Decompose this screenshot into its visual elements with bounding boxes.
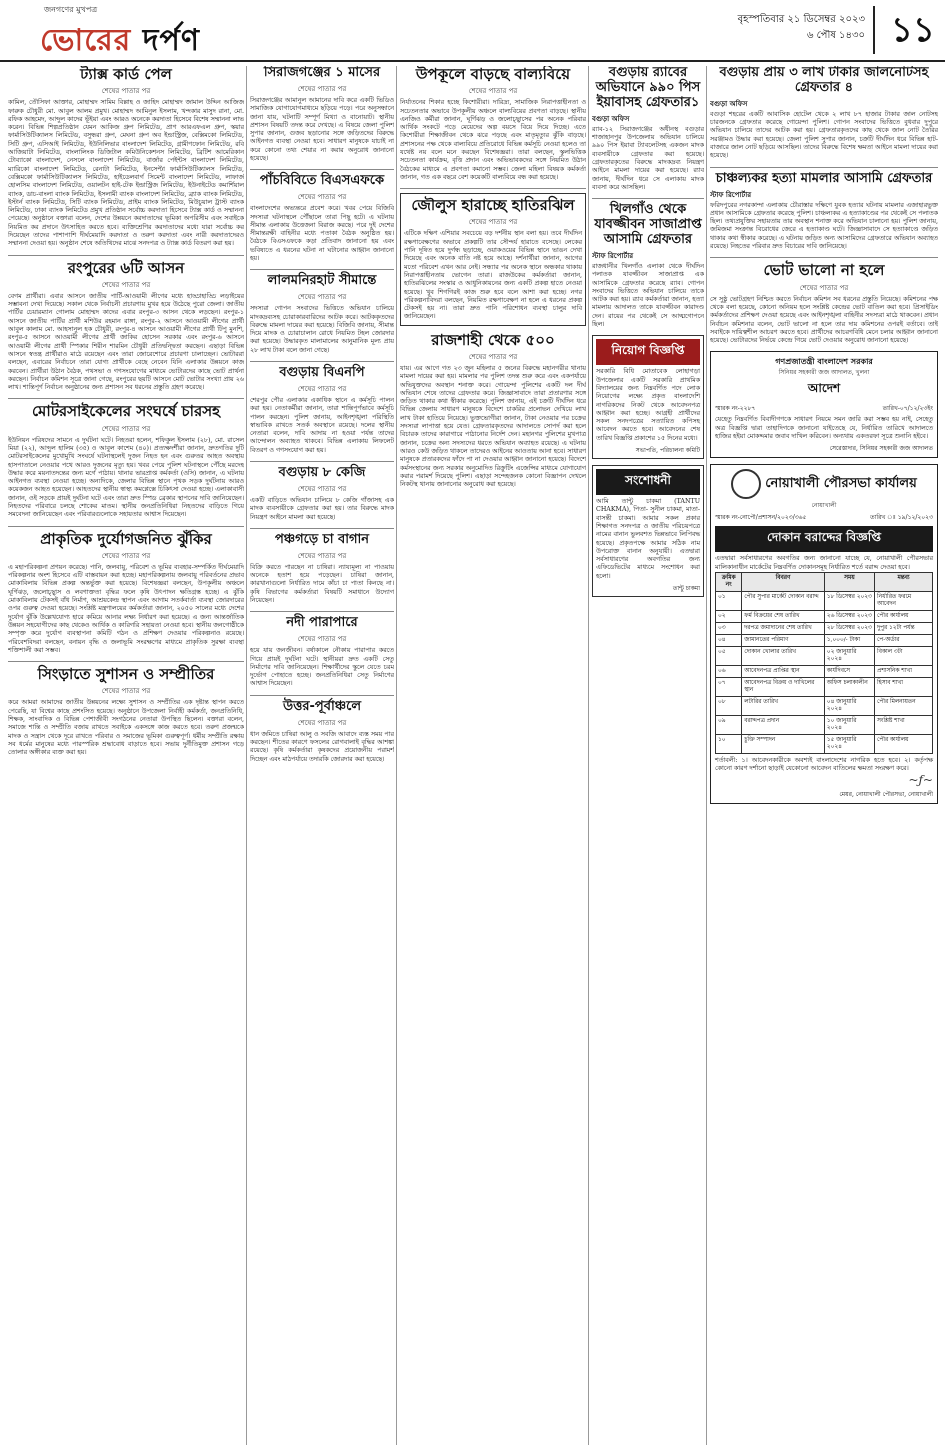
divider [8,398,244,399]
story-headline: চাঞ্চল্যকর হত্যা মামলার আসামি গ্রেফতার [715,170,933,186]
column-3 [400,66,586,1445]
table-cell: ১০ [716,734,742,753]
story-headline: খিলগাঁও থেকে যাবজ্জীবন সাজাপ্রাপ্ত আসামি গ্রেফতার [594,202,702,248]
table-row [716,610,933,622]
table-cell: চুক্তি সম্পাদন [742,734,825,753]
table-cell: ০৭ [716,677,742,696]
notice-body: আমি তান্টু চাকমা (TANTU CHAKMA), পিতা- সুনীল চাকমা, মাতা- বাসন্তী চাকমা। আমার সকল প্রকার শিক্ষাগত সনদপত্র ও জাতীয় পরিচয়পত্রে নামের বানান ভুলবশত ভিন্নভাবে লিপিবদ্ধ হয়েছে। প্রকৃতপক্ষে আমার সঠিক নাম উপরোক্ত বানান অনুযায়ী। এতদ্বারা সর্বসাধারণের অবগতির জন্য এফিডেভিটের মাধ্যমে সংশোধন করা হলো। [596,498,700,580]
story-body: শেরপুর পৌর এলাকার একাধিক স্থানে এ কর্মসূচি পালন করা হয়। নেতাকর্মীরা জানান, তারা শান্তিপূর্ণভাবে কর্মসূচি পালন করছেন। পুলিশ জানায়, আইনশৃঙ্খলা পরিস্থিতি স্বাভাবিক রাখতে সতর্ক অবস্থানে রয়েছে। দলের স্থানীয় নেতারা বলেন, দাবি আদায় না হওয়া পর্যন্ত তাদের আন্দোলন অব্যাহত থাকবে। বিভিন্ন এলাকায় লিফলেট বিতরণ ও গণসংযোগ করা হয়। [250,396,394,454]
table-cell: ২৮ ডিসেম্বর ২০২৩ [824,622,874,634]
continued-label: শেষের পাতার পর [468,218,518,227]
table-header: বিবরণ [742,572,825,591]
notice-signature: সভাপতি, পরিচালনা কমিটি [635,447,700,455]
newspaper-logo [14,4,274,60]
table-header: ক্রমিক নং [716,572,742,591]
continued-label: শেষের পাতার পর [297,84,347,93]
masthead [0,0,945,62]
story-rangpur-seats [8,260,244,393]
divider [250,461,394,462]
column-2 [250,66,394,1445]
notice-title: আদেশ [807,381,841,396]
divider [710,257,938,258]
court-order-notice [710,351,938,458]
table-row [716,696,933,715]
story-body: হয়ে যায় জনজীবন। বর্ষাকালে নৌকায় পারাপার করতে গিয়ে প্রায়ই দুর্ঘটনা ঘটে। স্থানীয়রা দ্রুত একটি সেতু নির্মাণের দাবি জানিয়েছেন। শিক্ষার্থীদের স্কুলে যেতে চরম দুর্ভোগ পোহাতে হচ্ছে। জনপ্রতিনিধিরা সেতু নির্মাণের আশ্বাস দিয়েছেন। [250,647,394,688]
story-body: বগুড়া শহরের একটি আবাসিক হোটেল থেকে ২ লাখ ৮৭ হাজার টাকার জাল নোটসহ চারজনকে গ্রেফতার করেছে গোয়েন্দা পুলিশ। গোপন সংবাদের ভিত্তিতে বুধবার দুপুরে অভিযান চালিয়ে তাদের আটক করা হয়। গ্রেফতারকৃতদের কাছ থেকে জাল নোট তৈরির সরঞ্জামও উদ্ধার করা হয়েছে। জেলা পুলিশ সুপার জানান, চক্রটি দীর্ঘদিন ধরে বিভিন্ন হাট-বাজারে জাল নোট ছড়িয়ে আসছিল। তাদের বিরুদ্ধে বিশেষ ক্ষমতা আইনে মামলা দায়ের করা হয়েছে। [710,110,938,160]
table-row [716,734,933,753]
story-byline: বগুড়া অফিস [592,114,630,123]
table-cell: বরাদ্দপত্র প্রদান [742,715,825,734]
story-byline: স্টাফ রিপোর্টার [592,252,634,260]
table-row [716,677,933,696]
table-header: মন্তব্য [875,572,933,591]
table-cell: ১০ জানুয়ারি ২০২৪ [824,715,874,734]
divider [592,198,704,199]
continued-label: শেষের পাতার পর [101,424,151,433]
page-number: ১১ [873,6,935,54]
story-body: র‌্যাব-১২ সিরাজগঞ্জের অধীনস্থ বগুড়ার শাজাহানপুর উপজেলায় অভিযান চালিয়ে ৯৯০ পিস ইয়াবা ট্যাবলেটসহ একজন মাদক ব্যবসায়ীকে গ্রেফতার করা হয়েছে। গ্রেফতারকৃতের বিরুদ্ধে মাদকদ্রব্য নিয়ন্ত্রণ আইনে মামলা দায়ের করা হয়েছে। র‌্যাব জানায়, দীর্ঘদিন ধরে সে এলাকায় মাদক ব্যবসা করে আসছিল। [592,125,704,191]
table-cell: ০২ [716,610,742,622]
notice-body: যেহেতু নিম্নবর্ণিত বিবাদীগণকে সাধারণ নিয়মে সমন জারি করা সম্ভব হয় নাই, সেহেতু অত্র বিজ্ঞপ্তি দ্বারা তাহাদিগকে জানানো যাইতেছে যে, নির্ধারিত তারিখে আদালতে হাজির হইয়া মোকদ্দমার জবাব দাখিল করিবেন। অন্যথায় একতরফা সূত্রে শুনানি হইবে। [715,416,933,440]
story-headline: ট্যাক্স কার্ড পেল [80,66,172,83]
story-rajshahi-500 [400,332,586,490]
table-cell: ০৫ [716,646,742,665]
story-murder-case [710,172,938,252]
divider [250,611,394,612]
recruitment-notice [592,335,704,459]
allocation-table [715,572,933,754]
notice-title: দোকান বরাদ্দের বিজ্ঞপ্তি [715,526,933,552]
municipality-seal-icon [731,469,761,499]
notice-org: নোয়াখালী পৌরসভা কার্যালয় [765,475,917,491]
table-cell: পে-অর্ডার [875,634,933,646]
story-headline: বগুড়ায় র‌্যাবের অভিযানে ৯৯০ পিস ইয়াবাসহ গ্রেফতার১ [595,66,701,110]
table-cell: বিকাল ৩টা [875,646,933,665]
story-body: যায়। এর আগে গত ২৩ জুন মহিলার ৫ জনের বিরুদ্ধে মহানগরীর থানায় মামলা দায়ের করা হয়। মামলার পর পুলিশ তদন্ত শুরু করে এবং একপর্যায়ে অভিযুক্তদের অবস্থান শনাক্ত করে। গোয়েন্দা পুলিশের একটি দল দীর্ঘ অভিযান শেষে তাদের গ্রেফতার করে। জিজ্ঞাসাবাদে তারা প্রতারণার সঙ্গে জড়িত থাকার কথা স্বীকার করেছে। পুলিশ জানায়, এই চক্রটি দীর্ঘদিন ধরে বিভিন্ন জেলায় সাধারণ মানুষকে বিদেশে চাকরির প্রলোভন দেখিয়ে লাখ লাখ টাকা হাতিয়ে নিয়েছে। ভুক্তভোগীরা জানান, টাকা নেওয়ার পর চক্রের সদস্যরা লাপাত্তা হয়ে যেত। গ্রেফতারকৃতদের আদালতে সোপর্দ করা হলে বিচারক তাদের কারাগারে পাঠানোর নির্দেশ দেন। মহানগর পুলিশের মুখপাত্র জানান, চক্রের অন্য সদস্যদের ধরতে অভিযান অব্যাহত রয়েছে। এ ঘটনায় আরও কেউ জড়িত থাকলে তাদেরও আইনের আওতায় আনা হবে। সাধারণ মানুষকে প্রতারকদের ফাঁদে পা না দেওয়ার আহ্বান জানানো হয়েছে। বিদেশে কর্মসংস্থানের জন্য সরকার অনুমোদিত রিক্রুটিং এজেন্সির মাধ্যমে যোগাযোগ করার পরামর্শ দিয়েছে পুলিশ। এছাড়া সন্দেহজনক কোনো বিজ্ঞাপন দেখলে নিকটস্থ থানায় জানানোর অনুরোধ করা হয়েছে। [400,364,586,489]
story-vote [710,262,938,345]
notice-ref: স্মারক নং-নোপৌ/প্রশাসন/২০২৩/৩৬৫ [715,514,807,522]
story-headline: বগুড়ায় বিএনপি [279,365,365,381]
notice-org-sub: নোয়াখালী [811,502,837,510]
story-body: ফরিদপুরের নগরকান্দা এলাকায় চৌরাস্তার দক্ষিণে যুবক হত্যার ঘটনায় মামলার এজাহারভুক্ত প্রধান আসামিকে গ্রেফতার করেছে পুলিশ। চাঞ্চল্যকর এ হত্যাকাণ্ডের পর থেকেই সে পলাতক ছিল। তথ্যপ্রযুক্তির সহায়তায় তার অবস্থান শনাক্ত করে অভিযান চালানো হয়। পুলিশ জানায়, জমিজমা সংক্রান্ত বিরোধের জেরে এ হত্যাকাণ্ড ঘটে। জিজ্ঞাসাবাদে সে হত্যাকাণ্ডে জড়িত থাকার কথা স্বীকার করেছে। এ ঘটনায় জড়িত অন্য আসামিদের গ্রেফতারে অভিযান অব্যাহত রয়েছে। নিহতের পরিবার দ্রুত বিচারের দাবি জানিয়েছে। [710,201,938,251]
story-headline: ভোট ভালো না হলে [763,261,885,280]
table-cell: ০৮ [716,696,742,715]
table-cell: জামানতের পরিমাণ [742,634,825,646]
story-headline: প্রাকৃতিক দুর্যোগজনিত ঝুঁকির [40,529,212,548]
table-row [716,622,933,634]
table-row [716,665,933,677]
story-body: নির্যাতনের শিকার হচ্ছে কিশোরীরা। দারিদ্র্য, সামাজিক নিরাপত্তাহীনতা ও সচেতনতার অভাবে উপকূলীয় অঞ্চলে বাল্যবিয়ের প্রবণতা বাড়ছে। স্থানীয় এনজিও কর্মীরা জানান, ঘূর্ণিঝড় ও জলোচ্ছ্বাসের পর অনেক পরিবার আর্থিক সংকটে পড়ে মেয়েদের অল্প বয়সে বিয়ে দিয়ে দিচ্ছে। এতে কিশোরীরা শিক্ষাজীবন থেকে ঝরে পড়ছে এবং মাতৃমৃত্যুর ঝুঁকি বাড়ছে। প্রশাসনের পক্ষ থেকে বাল্যবিয়ে প্রতিরোধে বিভিন্ন কর্মসূচি নেওয়া হলেও তা যথেষ্ট নয় বলে মনে করছেন বিশেষজ্ঞরা। তারা বলছেন, স্কুলভিত্তিক সচেতনতা কার্যক্রম, বৃত্তি প্রদান এবং অভিভাবকদের সঙ্গে নিয়মিত উঠান বৈঠকের মাধ্যমে এ প্রবণতা কমানো সম্ভব। জেলা মহিলা বিষয়ক কর্মকর্তা জানান, গত এক বছরে বেশ কয়েকটি বাল্যবিয়ে বন্ধ করা হয়েছে। [400,99,586,181]
column-divider [588,66,589,1445]
story-body: বেগম প্রার্থীরা। এবার আসনে জাতীয় পার্টি-আওয়ামী লীগের মধ্যে হাড্ডাহাড্ডি লড়াইয়ের সম্ভাবনা দেখা দিয়েছে। সকাল থেকে নির্বাচনী প্রচারণায় মুখর হয়ে উঠেছে পুরো জেলা। জাতীয় পার্টির চেয়ারম্যান গোলাম মোহাম্মদ কাদের এবার রংপুর-৩ আসন থেকে লড়ছেন। রংপুর-১ আসনে জাতীয় পার্টির প্রার্থী মশিউর রহমান রাঙ্গা, রংপুর-২ আসনে আওয়ামী লীগের প্রার্থী আবুল কালাম মো. আহসানুল হক চৌধুরী, রংপুর-৪ আসনে আওয়ামী লীগের প্রার্থী টিপু মুনশি, রংপুর-৫ আসনে আওয়ামী লীগের প্রার্থী জাকির হোসেন সরকার এবং রংপুর-৬ আসনে আওয়ামী লীগের প্রার্থী স্পিকার শিরীন শারমিন চৌধুরী প্রতিদ্বন্দ্বিতা করছেন। এছাড়া বিভিন্ন আসনে স্বতন্ত্র প্রার্থীরাও মাঠে রয়েছেন এবং তারা জোরেশোরে প্রচারণা চালাচ্ছেন। ভোটাররা বলছেন, এবারের নির্বাচনে তারা যোগ্য প্রার্থীকে বেছে নেবেন যিনি এলাকার উন্নয়নে কাজ করবেন। প্রার্থীরা উঠান বৈঠক, পথসভা ও গণসংযোগের মাধ্যমে ভোটারদের কাছে ভোট প্রার্থনা করছেন। নির্বাচন কমিশন সূত্রে জানা গেছে, রংপুরের ছয়টি আসনে মোট ভোটার সংখ্যা প্রায় ২৬ লাখ। শান্তিপূর্ণ নির্বাচন অনুষ্ঠানের জন্য প্রশাসন সব ধরনের প্রস্তুতি গ্রহণ করেছে। [8,292,244,392]
story-disaster-risk [8,531,244,656]
story-child-marriage [400,66,586,182]
story-panchagarh-tea [250,533,394,605]
correction-notice [592,465,704,597]
story-body: রাজধানীর খিলগাঁও এলাকা থেকে দীর্ঘদিন পলাতক যাবজ্জীবন সাজাপ্রাপ্ত এক আসামিকে গ্রেফতার করেছে র‌্যাব। গোপন সংবাদের ভিত্তিতে অভিযান চালিয়ে তাকে আটক করা হয়। র‌্যাব কর্মকর্তারা জানান, হত্যা মামলায় আদালত তাকে যাবজ্জীবন কারাদণ্ড দেন। রায়ের পর থেকেই সে আত্মগোপনে ছিল। [592,263,704,329]
notice-terms: শর্তাবলী: ১। আবেদনকারীকে অবশ্যই বাংলাদেশের নাগরিক হতে হবে। ২। কর্তৃপক্ষ কোনো কারণ দর্শানো ছাড়াই যেকোনো আবেদন বাতিলের ক্ষমতা সংরক্ষণ করে। [715,756,933,773]
notice-date: তারিখ ঃ ১৯/১২/২০২৩ [870,514,933,522]
column-1 [8,66,244,1445]
notice-meta [715,403,933,414]
story-headline: বগুড়ায় ৮ কেজি [278,465,366,481]
story-singra-governance [8,666,244,757]
table-row [716,591,933,610]
notice-org: গণপ্রজাতন্ত্রী বাংলাদেশ সরকার [775,357,873,367]
continued-label: শেষের পাতার পর [468,352,518,361]
story-headline: উপকূলে বাড়ছে বাল্যবিয়ে [415,66,571,83]
table-cell: ০৬ [716,665,742,677]
story-panchbibi-bsf [250,174,394,263]
notice-date: তারিখ-০৭/১২/২৩ইং [882,405,933,413]
table-cell: লটারির তারিখ [742,696,825,715]
story-headline: রাজশাহী থেকে ৫০০ [431,330,555,349]
table-cell: কার্যদিবসে [824,665,874,677]
table-cell: প্রশাসনিক শাখা [875,665,933,677]
continued-label: শেষের পাতার পর [297,485,347,493]
story-byline: স্টাফ রিপোর্টার [710,190,752,199]
column-divider [246,66,247,1445]
story-body: ইউনিয়ন পরিষদের সামনে এ দুর্ঘটনা ঘটে। নিহতরা হলেন, শফিকুল ইসলাম (২৮), মো. রাসেল মিয়া (২২), আব্দুল হালিম (৩৫) ও আবুল কাশেম (৪০)। প্রত্যক্ষদর্শীরা জানান, দ্রুতগতির দুটি মোটরসাইকেলের মুখোমুখি সংঘর্ষে ঘটনাস্থলেই দুজন নিহত হন এবং গুরুতর আহত অবস্থায় হাসপাতালে নেওয়ার পথে আরও দুজনের মৃত্যু হয়। খবর পেয়ে পুলিশ ঘটনাস্থলে পৌঁছে মরদেহ উদ্ধার করে ময়নাতদন্তের জন্য মর্গে পাঠায়। থানার ভারপ্রাপ্ত কর্মকর্তা (ওসি) জানান, এ ঘটনায় আইনগত ব্যবস্থা নেওয়া হচ্ছে। অন্যদিকে, জেলার বিভিন্ন স্থানে পৃথক সড়ক দুর্ঘটনায় আরও কয়েকজন আহত হয়েছেন। আহতদের স্থানীয় স্বাস্থ্য কমপ্লেক্সে চিকিৎসা দেওয়া হচ্ছে। এলাকাবাসী জানান, ওই সড়কে প্রায়ই দুর্ঘটনা ঘটে এবং তারা দ্রুত স্পিড ব্রেকার স্থাপনের দাবি জানিয়েছেন। নিহতদের পরিবারে চলছে শোকের মাতম। স্থানীয় জনপ্রতিনিধিরা নিহতদের বাড়িতে গিয়ে সমবেদনা জানিয়েছেন এবং পরিবারগুলোকে সহায়তার আশ্বাস দিয়েছেন। [8,436,244,519]
story-body: এ মহাপরিকল্পনা প্রণয়ন করেছে। পানি, জলবায়ু, পরিবেশ ও ভূমির ব্যবহার-সম্পর্কিত দীর্ঘমেয়াদি পরিকল্পনার অংশ হিসেবে এটি বাস্তবায়ন করা হচ্ছে। মহাপরিকল্পনায় জলবায়ু পরিবর্তনের প্রভাব মোকাবিলায় বিভিন্ন প্রকল্প অন্তর্ভুক্ত করা হয়েছে। বিশেষজ্ঞরা বলছেন, উপকূলীয় অঞ্চলে ঘূর্ণিঝড়, জলোচ্ছ্বাস ও লবণাক্ততা বৃদ্ধির ফলে কৃষি উৎপাদন ক্ষতিগ্রস্ত হচ্ছে। এ ঝুঁকি মোকাবিলায় টেকসই বাঁধ নির্মাণ, আশ্রয়কেন্দ্র স্থাপন এবং আগাম সতর্কবার্তা ব্যবস্থা জোরদারের ওপর গুরুত্ব দেওয়া হয়েছে। সংশ্লিষ্ট মন্ত্রণালয়ের কর্মকর্তারা জানান, ২০৫০ সালের মধ্যে দেশের দুর্যোগ ঝুঁকি উল্লেখযোগ্য হারে কমিয়ে আনার লক্ষ্য নির্ধারণ করা হয়েছে। এ জন্য আন্তর্জাতিক উন্নয়ন সহযোগীদের কাছ থেকেও আর্থিক ও কারিগরি সহায়তা নেওয়া হবে। স্থানীয় জনগোষ্ঠীকে সম্পৃক্ত করে দুর্যোগ ব্যবস্থাপনা কমিটি গঠন ও প্রশিক্ষণ দেওয়ার পরিকল্পনাও রয়েছে। পরিবেশবিদরা বলছেন, বনায়ন বৃদ্ধি ও জলাভূমি সংরক্ষণের মাধ্যমে প্রাকৃতিক সুরক্ষা ব্যবস্থা শক্তিশালী করা সম্ভব। [8,563,244,654]
divider [8,526,244,527]
table-row [716,634,933,646]
story-headline: নদী পারাপারে [286,615,358,631]
story-bogura-8kg [250,466,394,522]
table-cell: ১৫ জানুয়ারি ২০২৪ [824,734,874,753]
story-headline: লালমনিরহাট সীমান্তে [267,273,377,289]
story-tax-card [8,66,244,249]
story-headline: রংপুরের ৬টি আসন [67,258,185,277]
table-cell: আবেদনপত্র প্রাপ্তির স্থান [742,665,825,677]
divider [250,695,394,696]
story-headline: সিংড়াতে সুশাসন ও সম্প্রীতির [37,665,215,684]
table-cell: ০৪ [716,634,742,646]
story-body: একটি বাড়িতে অভিযান চালিয়ে ৮ কেজি গাঁজাসহ এক মাদক ব্যবসায়ীকে গ্রেফতার করা হয়। তার বিরুদ্ধে মাদক নিয়ন্ত্রণ আইনে মামলা করা হয়েছে। [250,497,394,521]
table-cell: ০৩ [716,622,742,634]
date-block [738,12,865,44]
story-body: সদস্যরা গোপন সংবাদের ভিত্তিতে অভিযান চালিয়ে মাদকদ্রব্যসহ চোরাকারবারিদের আটক করে। আটককৃতদের বিরুদ্ধে মামলা দায়ের করা হয়েছে। বিজিবি জানায়, সীমান্ত দিয়ে মাদক ও চোরাচালান রোধে নিয়মিত টহল জোরদার করা হয়েছে। উদ্ধারকৃত মালামালের আনুমানিক মূল্য প্রায় ২৮ লাখ টাকা বলে জানা গেছে। [250,305,394,354]
divider [8,255,244,256]
story-body: সে সুষ্ঠু ভোটগ্রহণ নিশ্চিত করতে নির্বাচন কমিশন সব ধরনের প্রস্তুতি নিয়েছে। কমিশনের পক্ষ থেকে বলা হয়েছে, কোনো অনিয়ম হলে সংশ্লিষ্ট কেন্দ্রের ভোট বাতিল করা হবে। প্রিসাইডিং কর্মকর্তাদের প্রশিক্ষণ দেওয়া হয়েছে এবং আইনশৃঙ্খলা বাহিনীর সদস্যরা মাঠে থাকবেন। প্রধান নির্বাচন কমিশনার বলেন, ভোট ভালো না হলে তার দায় কমিশনের ওপরই বর্তাবে। তাই সবাইকে দায়িত্বশীল আচরণ করতে হবে। প্রার্থীদের আচরণবিধি মেনে চলার আহ্বান জানানো হয়েছে। ভোটারদের নির্ভয়ে কেন্দ্রে গিয়ে ভোট দেওয়ার অনুরোধ জানানো হয়েছে। [710,295,938,345]
story-bogura-fake-notes [710,66,938,161]
logo-name-part2: দর্পণ [131,23,201,58]
table-row [716,715,933,734]
table-cell: ১৮ ডিসেম্বর ২০২৩ [824,591,874,610]
table-cell: ০১ [716,591,742,610]
table-row [716,646,933,665]
story-headline: সিরাজগঞ্জের ১ মাসের [263,66,381,80]
story-body: বিক্রি করতে পারছেন না চাষিরা। ন্যায্যমূল্য না পাওয়ায় অনেকে হতাশ হয়ে পড়েছেন। চাষিরা জানান, কারখানাগুলো নির্ধারিত দামে কাঁচা চা পাতা কিনছে না। কৃষি বিভাগের কর্মকর্তারা বিষয়টি সমাধানে উদ্যোগ নিয়েছেন। [250,563,394,605]
continued-label: শেষের পাতার পর [297,293,347,302]
notice-title: নিয়োগ বিজ্ঞপ্তি [596,339,700,365]
story-headline: বগুড়ায় প্রায় ৩ লাখ টাকার জালনোটসহ গ্রেফতার ৪ [719,66,929,95]
continued-label: শেষের পাতার পর [101,87,151,96]
logo-name-part1: ভোরের [40,23,132,58]
table-cell: আবেদনপত্র বিক্রয় ও দাখিলের স্থান [742,677,825,696]
handwritten-signature: ~ƒ~ [908,773,933,788]
divider [250,169,394,170]
story-lalmonirhat-border [250,274,394,355]
continued-label: শেষের পাতার পর [468,87,518,96]
story-body: কামিল, তৌসিফা আক্তার, মোহাম্মদ সামিম বিল্লাহ ও জাহিদ মোহাম্মদ জামাল উদ্দিন আজিজ ফারুক চৌধুরী মো. আবুল আলম প্রমুখ। মোহাম্মদ আমিনুল ইসলাম, খন্দকার মাসুদ রানা, মো. রফিক আহমেদ, আব্দুল কাদের ভূঁইয়া এবং আরও অনেকে করদাতা হিসেবে বিশেষ সম্মাননা লাভ করেন। বিভিন্ন শিল্পপ্রতিষ্ঠান যেমন আকিজ গ্রুপ লিমিটেড, প্রাণ আরএফএল গ্রুপ, স্কয়ার ফার্মাসিউটিক্যালস লিমিটেড, বসুন্ধরা গ্রুপ, মেঘনা গ্রুপ অব ইন্ডাস্ট্রিজ, বেক্সিমকো লিমিটেড, সিটি গ্রুপ, এসিআই লিমিটেড, ইউনিলিভার বাংলাদেশ লিমিটেড, গ্রামীণফোন লিমিটেড, রবি আজিয়াটা লিমিটেড, বাংলালিংক ডিজিটাল কমিউনিকেশনস লিমিটেড, ব্রিটিশ আমেরিকান টোব্যাকো বাংলাদেশ, নেসলে বাংলাদেশ লিমিটেড, বার্জার পেইন্টস বাংলাদেশ লিমিটেড, ম্যারিকো বাংলাদেশ লিমিটেড, রেনাটা লিমিটেড, ইনসেপ্টা ফার্মাসিউটিক্যালস লিমিটেড, বেক্সিমকো ফার্মাসিউটিক্যালস লিমিটেড, হাইডেলবার্গ সিমেন্ট বাংলাদেশ লিমিটেড, লাফার্জ হোলসিম বাংলাদেশ লিমিটেড, ওয়ালটন হাই-টেক ইন্ডাস্ট্রিজ লিমিটেড, ইউনাইটেড কমার্শিয়াল ব্যাংক, ডাচ-বাংলা ব্যাংক লিমিটেড, ইসলামী ব্যাংক বাংলাদেশ লিমিটেড, ব্র্যাক ব্যাংক লিমিটেড, ইস্টার্ন ব্যাংক লিমিটেড, সিটি ব্যাংক লিমিটেড, প্রাইম ব্যাংক লিমিটেড, মিউচুয়াল ট্রাস্ট ব্যাংক লিমিটেড, ঢাকা ব্যাংক লিমিটেড প্রমুখ প্রতিষ্ঠান সর্বোচ্চ করদাতা হিসেবে ট্যাক্স কার্ড ও সম্মাননা পেয়েছে। অনুষ্ঠানে বক্তারা বলেন, দেশের উন্নয়নে করদাতাদের ভূমিকা অপরিসীম এবং সবাইকে নিয়মিত কর প্রদানে উৎসাহিত করতে হবে। ব্যক্তিশ্রেণির করদাতাদের মধ্যে যারা সর্বোচ্চ কর দিয়েছেন তাদের পাশাপাশি দীর্ঘমেয়াদি করদাতা ও তরুণ করদাতা এবং নারী করদাতাদেরও সম্মাননা দেওয়া হয়। অনুষ্ঠান শেষে অতিথিদের মাঝে সনদপত্র ও ট্যাক্স কার্ড বিতরণ করা হয়। [8,99,244,248]
divider [710,167,938,168]
table-cell: পৌর সুপার মার্কেট দোকান বরাদ্দ [742,591,825,610]
notice-title: সংশোধনী [596,469,700,495]
story-sirajganj [250,66,394,163]
column-5 [710,66,938,1445]
continued-label: শেষের পাতার পর [101,280,151,289]
table-cell: দুপুর ১২টা পর্যন্ত [875,622,933,634]
table-cell: ০৯ [716,715,742,734]
table-cell: ফর্ম বিক্রয়ের শেষ তারিখ [742,610,825,622]
story-bogura-rab [592,66,704,192]
story-body: বাংলাদেশের অভ্যন্তরে প্রবেশ করে। খবর পেয়ে বিজিবি সদস্যরা ঘটনাস্থলে পৌঁছালে তারা পিছু হটে। এ ঘটনায় সীমান্ত এলাকায় উত্তেজনা বিরাজ করছে। পরে দুই দেশের সীমান্তরক্ষী বাহিনীর মধ্যে পতাকা বৈঠক অনুষ্ঠিত হয়। বৈঠকে বিএসএফকে কড়া প্রতিবাদ জানানো হয় এবং ভবিষ্যতে এ ধরনের ঘটনা না ঘটানোর আহ্বান জানানো হয়। [250,205,394,263]
date-bangla: ৬ পৌষ ১৪৩০ [806,30,865,41]
shop-allocation-notice [710,464,938,804]
date-gregorian: বৃহস্পতিবার ২১ ডিসেম্বর ২০২৩ [737,14,865,25]
story-north-east [250,700,394,764]
continued-label: শেষের পাতার পর [101,687,151,696]
divider [250,528,394,529]
table-header: সময় [824,572,874,591]
story-body: ধান জমিতে চাষিরা আলু ও সবজি আবাদে ব্যস্ত সময় পার করছেন। শীতের কারণে ফসলের রোগবালাই বৃদ্ধির আশঙ্কা রয়েছে। কৃষি কর্মকর্তারা কৃষকদের প্রয়োজনীয় পরামর্শ দিচ্ছেন এবং মাঠপর্যায়ে তদারকি জোরদার করা হয়েছে। [250,730,394,763]
divider [8,661,244,662]
table-cell: হিসাব শাখা [875,677,933,696]
story-river-crossing [250,616,394,688]
continued-label: শেষের পাতার পর [101,551,151,560]
story-motorcycle-collision [8,403,244,519]
column-divider [706,66,707,1445]
story-hatirjheel [400,193,586,326]
story-bogura-bnp [250,366,394,455]
table-cell: ০২ জানুয়ারি ২০২৪ [824,646,874,665]
notice-meta [715,512,933,523]
story-byline: বগুড়া অফিস [710,99,748,108]
story-headline: পঞ্চগড়ে চা বাগান [274,531,370,547]
table-cell: সংশ্লিষ্ট শাখা [875,715,933,734]
notice-body: সরকারি বিধি মোতাবেক লোহাগড়া উপজেলার একটি সরকারি প্রাথমিক বিদ্যালয়ের জন্য নিম্নবর্ণিত পদে লোক নিয়োগের লক্ষ্যে প্রকৃত বাংলাদেশি নাগরিকদের নিকট থেকে আবেদনপত্র আহ্বান করা হচ্ছে। আগ্রহী প্রার্থীদের সকল সনদপত্রের সত্যায়িত কপিসহ আবেদন করতে হবে। আবেদনের শেষ তারিখ বিজ্ঞপ্তি প্রকাশের ১৫ দিনের মধ্যে। [596,368,700,442]
table-cell: ১,০০০/- টাকা [824,634,874,646]
table-cell: অফিস চলাকালীন [824,677,874,696]
column-divider [396,66,397,1445]
table-cell: পৌর কার্যালয় [875,610,933,622]
continued-label: শেষের পাতার পর [297,193,347,202]
continued-label: শেষের পাতার পর [297,551,347,560]
story-headline: উত্তর-পূর্বাঞ্চলে [282,698,362,714]
table-cell: দোকান খোলার তারিখ [742,646,825,665]
table-header-row [716,572,933,591]
story-headline: জৌলুস হারাচ্ছে হাতিরঝিল [411,196,575,215]
notice-intro: এতদ্বারা সর্বসাধারণের অবগতির জন্য জানানো যাচ্ছে যে, নোয়াখালী পৌরসভার মালিকানাধীন মার্কেটের নিম্নবর্ণিত দোকানসমূহ নির্ধারিত শর্তে বরাদ্দ দেওয়া হবে। [715,555,933,571]
notice-signature: সেরেস্তাদার, সিনিয়র সহকারী জজ আদালত [829,445,933,453]
notice-ref: স্মারক নং-২২৮৭ [715,405,756,413]
table-cell: দরপত্র জমাদানের শেষ তারিখ [742,622,825,634]
continued-label: শেষের পাতার পর [799,283,849,292]
notice-header [715,469,933,499]
table-cell: পৌর মিলনায়তন [875,696,933,715]
table-cell: ০৪ জানুয়ারি ২০২৪ [824,696,874,715]
continued-label: শেষের পাতার পর [297,635,347,644]
story-body: এটিকে দক্ষিণ এশিয়ার সবচেয়ে বড় দর্শনীয় স্থান বলা হয়। তবে দীর্ঘদিন রক্ষণাবেক্ষণের অভাবে প্রকল্পটি তার সৌন্দর্য হারাতে বসেছে। লেকের পানি দূষিত হয়ে দুর্গন্ধ ছড়াচ্ছে, ওয়াকওয়ের বিভিন্ন স্থানে ভাঙন দেখা দিয়েছে এবং অনেক বাতি নষ্ট হয়ে আছে। দর্শনার্থীরা জানান, আগের মতো পরিবেশ এখন আর নেই। সন্ধ্যার পর অনেক স্থানে অন্ধকার থাকায় নিরাপত্তাহীনতায় ভোগেন তারা। রাজউকের কর্মকর্তারা জানান, হাতিরঝিলের সংস্কার ও আধুনিকায়নের জন্য একটি প্রকল্প হাতে নেওয়া হয়েছে। খুব শিগগিরই কাজ শুরু হবে বলে আশা করা হচ্ছে। নগর পরিকল্পনাবিদরা বলছেন, নিয়মিত রক্ষণাবেক্ষণ না হলে এ ধরনের প্রকল্প টেকসই হয় না। তারা দ্রুত পানি পরিশোধন ব্যবস্থা চালুর দাবি জানিয়েছেন। [404,230,582,321]
logo-tagline: জনগণের মুখপত্র [44,5,98,14]
continued-label: শেষের পাতার পর [297,718,347,727]
notice-org-sub: সিনিয়র সহকারী জজ আদালত, খুলনা [778,369,870,377]
story-body: করে আমরা আমাদের জাতীয় উন্নয়নের লক্ষ্যে সুশাসন ও সম্প্রীতির এক দৃষ্টান্ত স্থাপন করতে পেরেছি, যা বিশ্বের কাছে প্রশংসিত হয়েছে। অনুষ্ঠানে উপজেলা নির্বাহী কর্মকর্তা, জনপ্রতিনিধি, শিক্ষক, সাংবাদিক ও বিভিন্ন পেশাজীবী সংগঠনের নেতারা উপস্থিত ছিলেন। বক্তারা বলেন, সমাজে শান্তি ও সম্প্রীতি বজায় রাখতে সবাইকে একসঙ্গে কাজ করতে হবে। তরুণ প্রজন্মকে মাদক ও সন্ত্রাস থেকে দূরে রাখতে পরিবার ও সমাজের ভূমিকা গুরুত্বপূর্ণ। ধর্মীয় সম্প্রীতি রক্ষায় সব ধর্মের মানুষের মধ্যে পারস্পরিক শ্রদ্ধাবোধ বাড়াতে হবে। সভায় দুর্নীতিমুক্ত প্রশাসন গড়ে তোলার অঙ্গীকার ব্যক্ত করা হয়। [8,699,244,757]
divider [400,188,586,189]
notice-signature: তান্টু চাকমা [672,585,700,593]
story-khilgaon [592,203,704,329]
table-cell: পৌর কার্যালয় [875,734,933,753]
table-cell: ২৬ ডিসেম্বর ২০২৩ [824,610,874,622]
divider [250,269,394,270]
continued-label: শেষের পাতার পর [297,384,347,393]
story-headline: পাঁচবিবিতে বিএসএফকে [259,173,385,189]
notice-signature: মেয়র, নোয়াখালী পৌরসভা, নোয়াখালী [839,791,933,799]
column-4 [592,66,704,1445]
story-body: সিরাজগঞ্জের আমানুল আমানের দাবি করে একটি ভিডিও সামাজিক যোগাযোগমাধ্যমে ছড়িয়ে পড়ে। পরে অনুসন্ধানে জানা যায়, ঘটনাটি সম্পূর্ণ মিথ্যা ও বানোয়াট। স্থানীয় প্রশাসন বিষয়টি তদন্ত করে দেখছে। এ বিষয়ে জেলা পুলিশ সুপার জানান, গুজব ছড়ানোর সঙ্গে জড়িতদের বিরুদ্ধে আইনগত ব্যবস্থা নেওয়া হবে। সাধারণ মানুষকে যাচাই না করে কোনো তথ্য শেয়ার না করার অনুরোধ জানানো হয়েছে। [250,96,394,163]
logo-name [40,16,200,67]
divider [250,361,394,362]
story-headline: মোটরসাইকেলের সংঘর্ষে চারসহ [31,402,221,421]
table-cell: নির্ধারিত ফরমে আবেদন [875,591,933,610]
